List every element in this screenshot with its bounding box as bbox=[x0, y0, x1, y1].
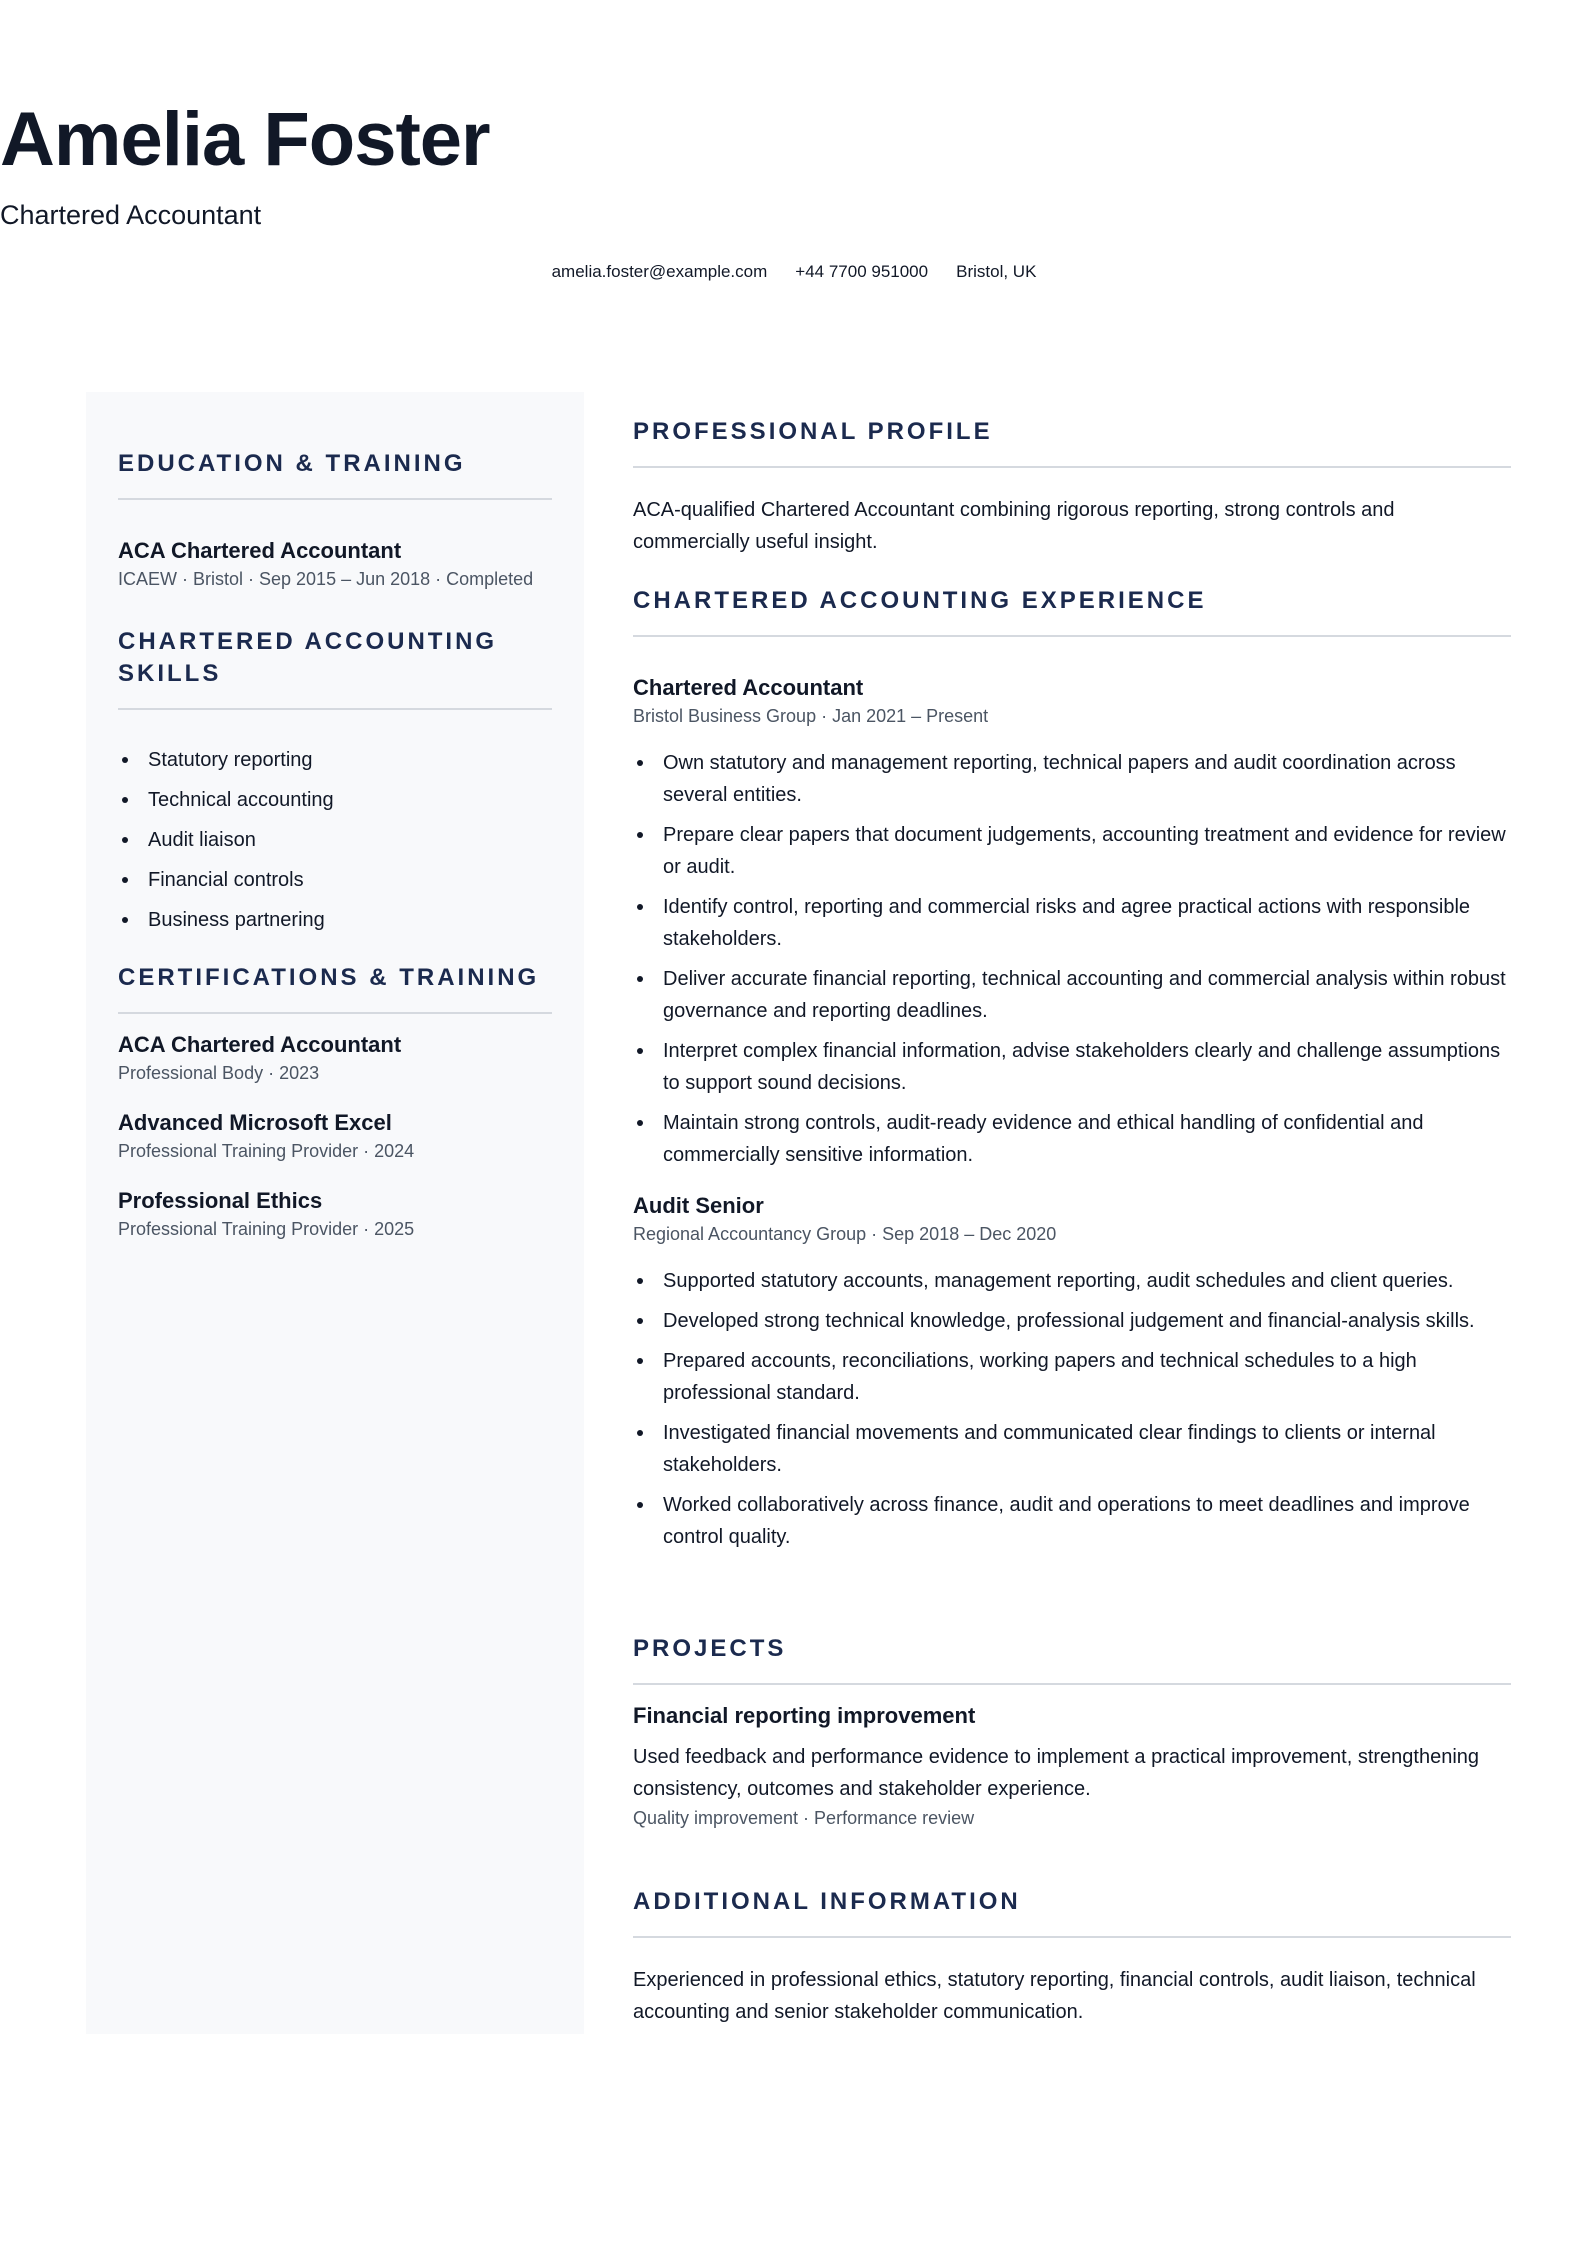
list-item: Technical accounting bbox=[118, 784, 552, 816]
list-item: Own statutory and management reporting, technical papers and audit coordination across several entities. bbox=[633, 747, 1511, 811]
skills-list bbox=[118, 744, 552, 936]
certification-title: ACA Chartered Accountant bbox=[118, 1032, 402, 1057]
list-item: Financial controls bbox=[118, 864, 552, 896]
certification-meta: Professional Training Provider · 2024 bbox=[118, 1141, 415, 1161]
list-item: Supported statutory accounts, management reporting, audit schedules and client queries. bbox=[633, 1265, 1511, 1297]
skills-title-line2: SKILLS bbox=[118, 660, 222, 687]
certification-title: Professional Ethics bbox=[118, 1188, 323, 1213]
education-entry-meta: ICAEW · Bristol · Sep 2015 – Jun 2018 · Completed bbox=[118, 569, 534, 589]
skills-title bbox=[118, 626, 552, 690]
profile-section bbox=[633, 416, 1511, 558]
profile-title: PROFESSIONAL PROFILE bbox=[633, 418, 993, 445]
additional-text: Experienced in professional ethics, statutory reporting, financial controls, audit liaison, technical accounting and senior stakeholder communication. bbox=[633, 1969, 1476, 2023]
list-item: Prepare clear papers that document judgements, accounting treatment and evidence for review or audit. bbox=[633, 819, 1511, 883]
projects-title: PROJECTS bbox=[633, 1635, 787, 1662]
contact-line bbox=[0, 260, 1588, 284]
list-item: Worked collaboratively across finance, audit and operations to meet deadlines and improve control quality. bbox=[633, 1489, 1511, 1553]
certifications-title: CERTIFICATIONS & TRAINING bbox=[118, 964, 540, 991]
candidate-role: Chartered Accountant bbox=[0, 200, 262, 230]
project-text: Used feedback and performance evidence to implement a practical improvement, strengthening consistency, outcomes and stakeholder experience. bbox=[633, 1746, 1480, 1800]
sidebar bbox=[86, 392, 584, 2034]
additional-section bbox=[633, 1886, 1511, 2028]
project-title: Financial reporting improvement bbox=[633, 1703, 976, 1728]
list-item: Prepared accounts, reconciliations, working papers and technical schedules to a high professional standard. bbox=[633, 1345, 1511, 1409]
section-divider bbox=[118, 708, 552, 710]
contact-location: Bristol, UK bbox=[956, 262, 1037, 281]
skills-section bbox=[118, 626, 552, 944]
certification-meta: Professional Body · 2023 bbox=[118, 1063, 320, 1083]
job-entry bbox=[633, 673, 1511, 1171]
certification-meta: Professional Training Provider · 2025 bbox=[118, 1219, 415, 1239]
candidate-name: Amelia Foster bbox=[0, 97, 490, 182]
additional-title: ADDITIONAL INFORMATION bbox=[633, 1888, 1021, 1915]
certification-entry bbox=[118, 1108, 552, 1164]
job-meta: Bristol Business Group · Jan 2021 – Present bbox=[633, 706, 989, 726]
job-title: Chartered Accountant bbox=[633, 675, 864, 700]
education-title: EDUCATION & TRAINING bbox=[118, 450, 466, 477]
section-divider bbox=[118, 498, 552, 500]
certification-title: Advanced Microsoft Excel bbox=[118, 1110, 392, 1135]
profile-text: ACA-qualified Chartered Accountant combining rigorous reporting, strong controls and commercially useful insight. bbox=[633, 499, 1395, 553]
list-item: Statutory reporting bbox=[118, 744, 552, 776]
projects-section bbox=[633, 1633, 1511, 1831]
experience-section bbox=[633, 585, 1511, 1561]
list-item: Business partnering bbox=[118, 904, 552, 936]
education-entry bbox=[118, 536, 552, 592]
contact-phone[interactable]: +44 7700 951000 bbox=[795, 262, 929, 281]
job-title: Audit Senior bbox=[633, 1193, 764, 1218]
certification-entry bbox=[118, 1186, 552, 1242]
job-entry bbox=[633, 1191, 1511, 1553]
job-meta: Regional Accountancy Group · Sep 2018 – Dec 2020 bbox=[633, 1224, 1057, 1244]
certifications-section bbox=[118, 962, 552, 1242]
project-meta: Quality improvement · Performance review bbox=[633, 1808, 975, 1828]
experience-title: CHARTERED ACCOUNTING EXPERIENCE bbox=[633, 587, 1207, 614]
education-section bbox=[118, 448, 552, 592]
job-bullets bbox=[633, 747, 1511, 1171]
list-item: Identify control, reporting and commercial risks and agree practical actions with responsible stakeholders. bbox=[633, 891, 1511, 955]
section-divider bbox=[633, 635, 1511, 637]
project-entry bbox=[633, 1701, 1511, 1831]
section-divider bbox=[118, 1012, 552, 1014]
list-item: Developed strong technical knowledge, professional judgement and financial-analysis skills. bbox=[633, 1305, 1511, 1337]
job-bullets bbox=[633, 1265, 1511, 1553]
section-divider bbox=[633, 466, 1511, 468]
contact-email[interactable]: amelia.foster@example.com bbox=[551, 262, 768, 281]
education-entry-title: ACA Chartered Accountant bbox=[118, 538, 402, 563]
list-item: Maintain strong controls, audit-ready evidence and ethical handling of confidential and commercially sensitive information. bbox=[633, 1107, 1511, 1171]
skills-title-line1: CHARTERED ACCOUNTING bbox=[118, 628, 498, 655]
certification-entry bbox=[118, 1030, 552, 1086]
list-item: Interpret complex financial information, advise stakeholders clearly and challenge assumptions to support sound decisions. bbox=[633, 1035, 1511, 1099]
list-item: Audit liaison bbox=[118, 824, 552, 856]
list-item: Deliver accurate financial reporting, technical accounting and commercial analysis within robust governance and reporting deadlines. bbox=[633, 963, 1511, 1027]
section-divider bbox=[633, 1683, 1511, 1685]
section-divider bbox=[633, 1936, 1511, 1938]
list-item: Investigated financial movements and communicated clear findings to clients or internal stakeholders. bbox=[633, 1417, 1511, 1481]
